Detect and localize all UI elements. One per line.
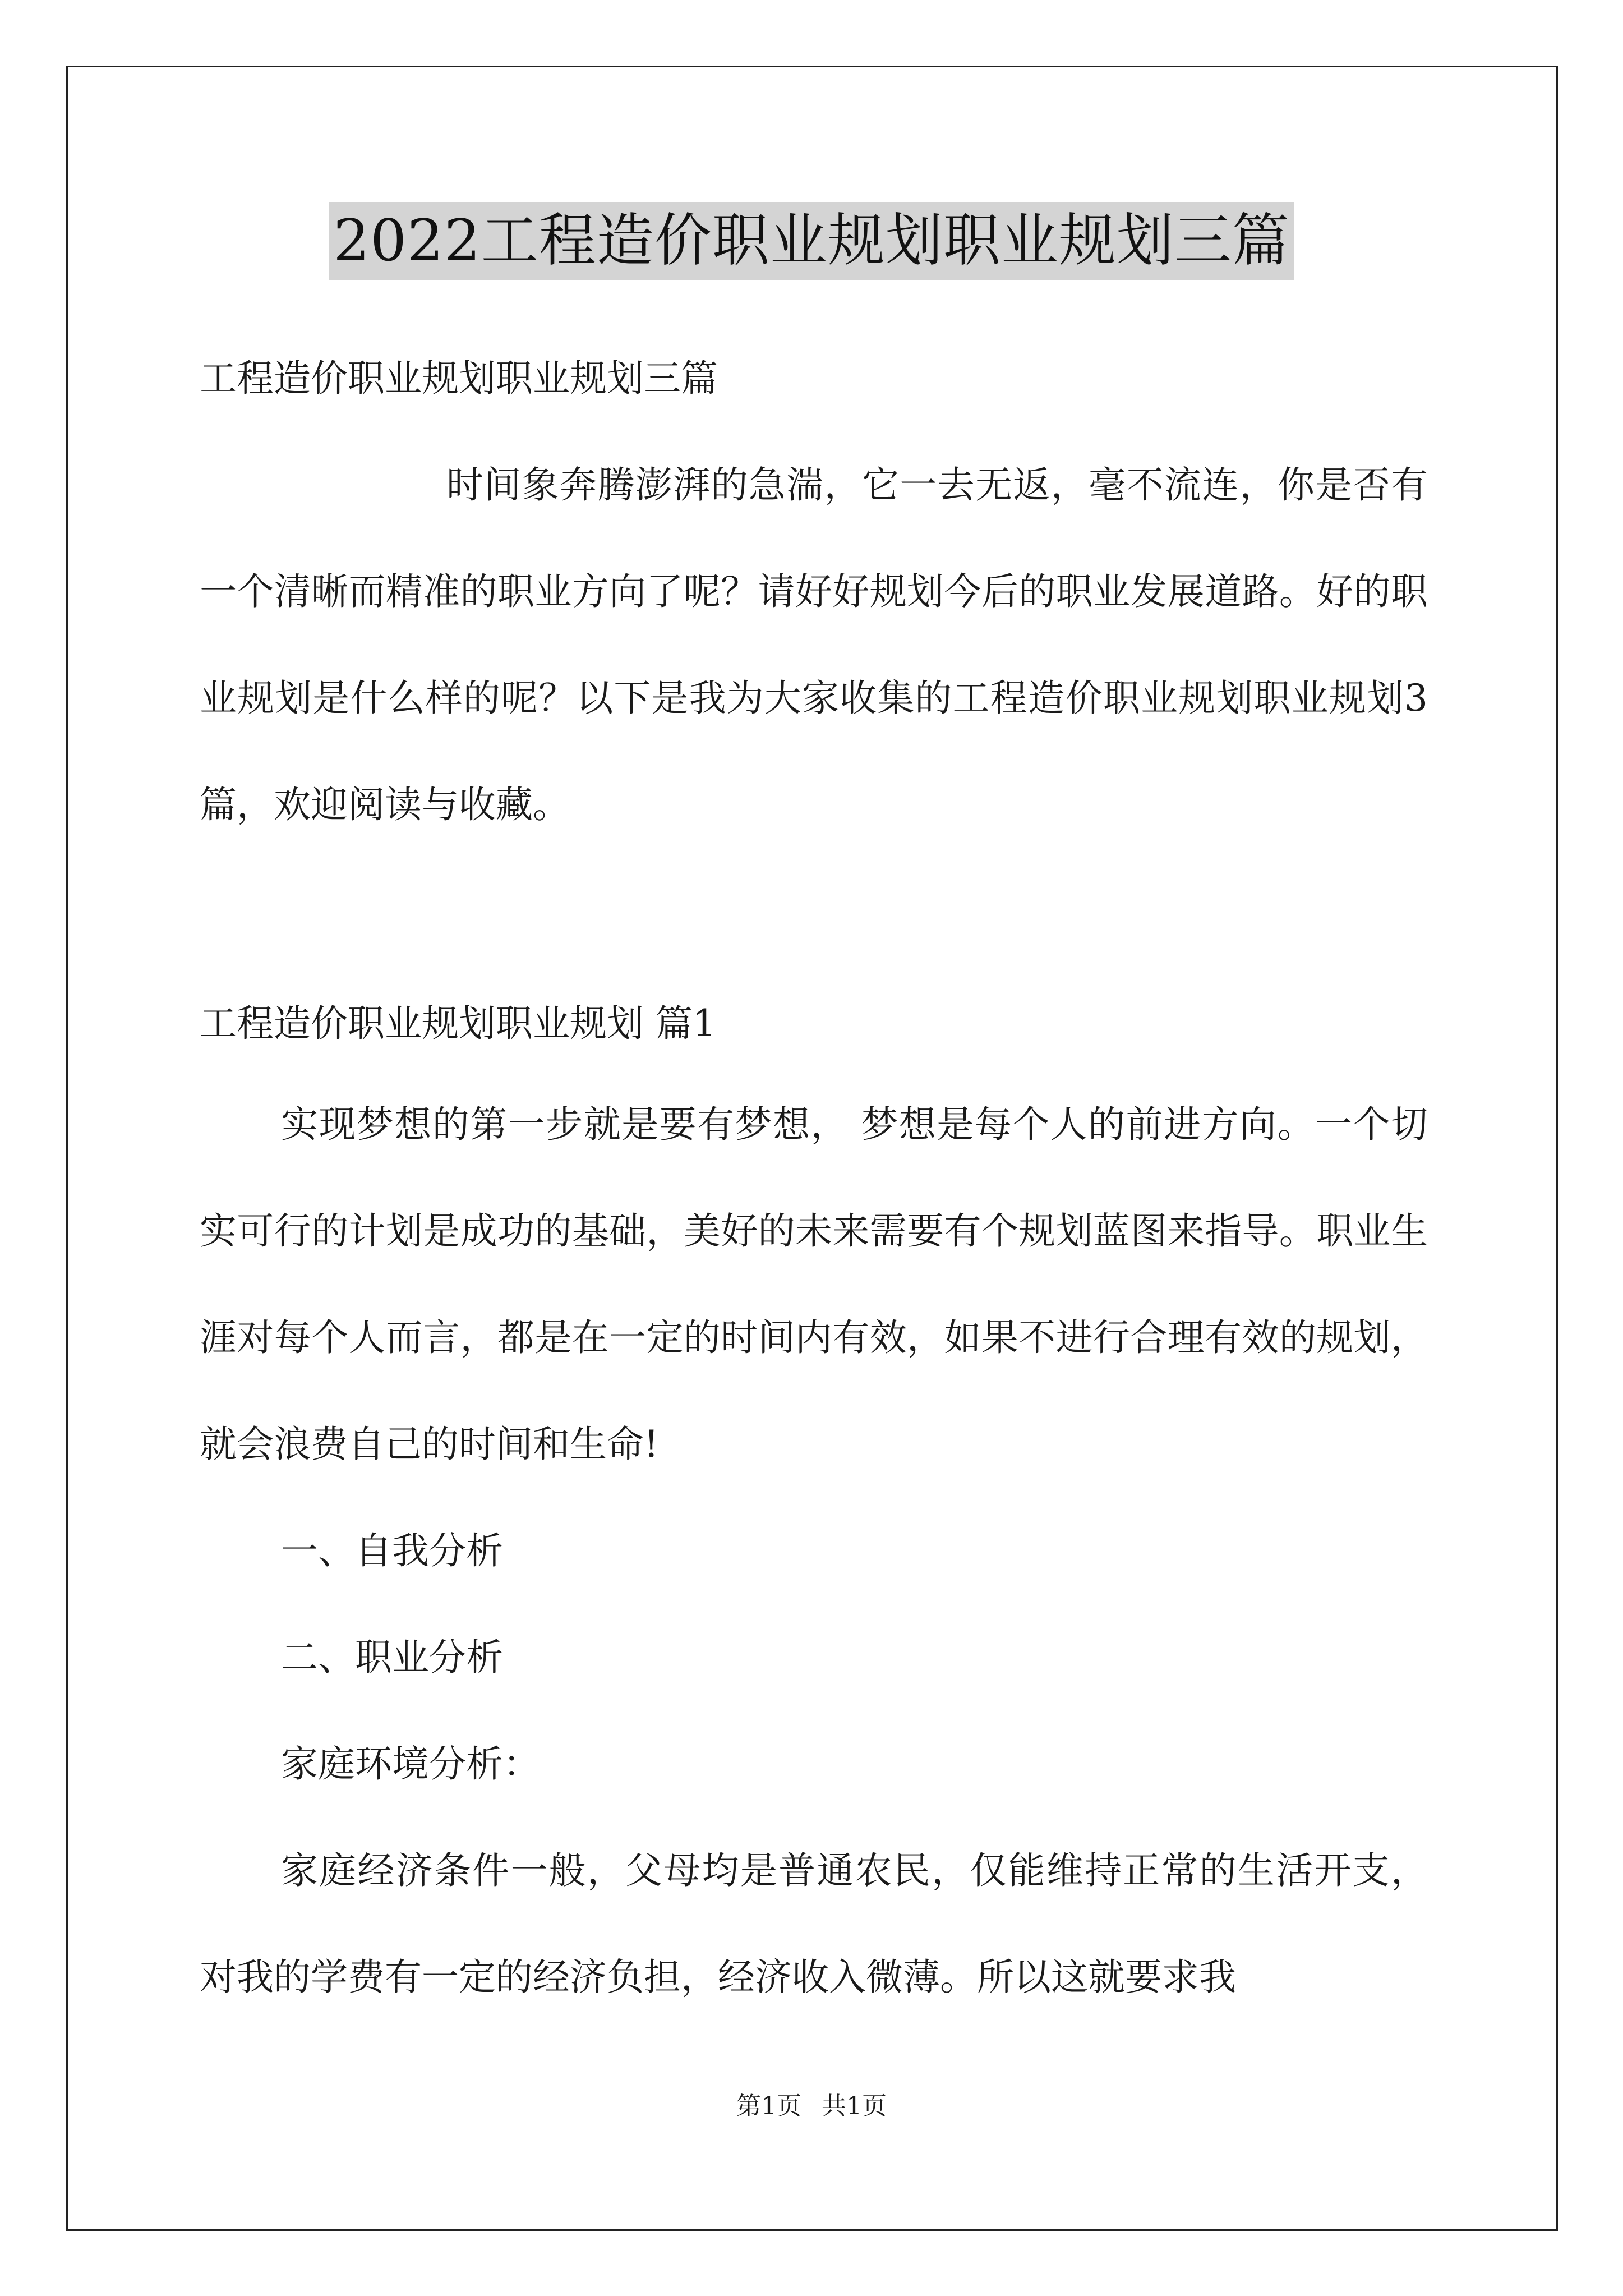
- page-total: 共1页: [822, 2092, 887, 2120]
- section-heading: 工程造价职业规划职业规划 篇1: [200, 1002, 716, 1045]
- list-item-career-analysis: 二、职业分析: [281, 1636, 503, 1679]
- paragraph-1: 实现梦想的第一步就是要有梦想， 梦想是每个人的前进方向。一个切实可行的计划是成功的基础，美好的未来需要有个规划蓝图来指导。职业生涯对每个人而言，都是在一定的时间内有效，如果不进行合理有效的规划，就会浪费自己的时间和生命!: [200, 1103, 1428, 1466]
- document-title: 2022工程造价职业规划职业规划三篇: [329, 202, 1294, 280]
- paragraph-2: 家庭经济条件一般，父母均是普通农民，仅能维持正常的生活开支，对我的学费有一定的经济负担，经济收入微薄。所以这就要求我: [200, 1849, 1428, 1999]
- list-item-family-analysis: 家庭环境分析：: [281, 1742, 540, 1786]
- document-subtitle: 工程造价职业规划职业规划三篇: [200, 357, 718, 400]
- page-footer: [0, 2086, 1623, 2122]
- list-item-self-analysis: 一、自我分析: [281, 1529, 503, 1572]
- intro-paragraph: 时间象奔腾澎湃的急湍，它一去无返，毫不流连，你是否有一个清晰而精准的职业方向了呢？请好好规划今后的职业发展道路。好的职业规划是什么样的呢？以下是我为大家收集的工程造价职业规划职业规划3篇，欢迎阅读与收藏。: [200, 463, 1428, 826]
- page-number: 第1页: [736, 2092, 801, 2120]
- title-container: [0, 202, 1623, 280]
